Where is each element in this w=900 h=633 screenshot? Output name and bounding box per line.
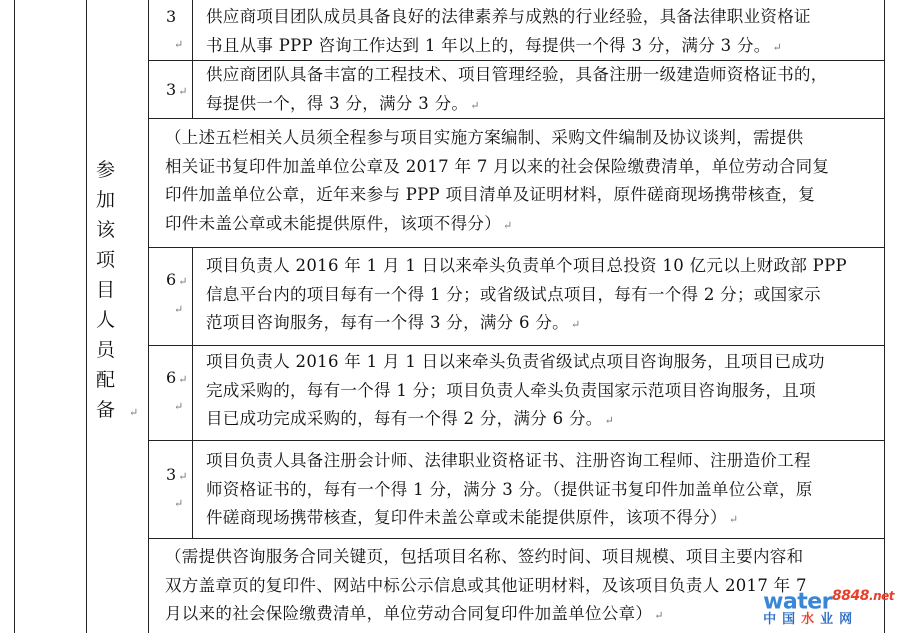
paragraph-mark: ↵ xyxy=(174,38,184,51)
paragraph-mark: ↵ xyxy=(174,400,184,413)
site-watermark-logo: water$^{8848.net}$ 中国水业网 xyxy=(763,587,894,627)
score-divider xyxy=(192,0,193,118)
paragraph-mark: ↵ xyxy=(174,497,184,510)
score-divider xyxy=(192,247,193,538)
paragraph-mark: ↵ xyxy=(174,303,184,316)
criterion-text: 项目负责人 2016 年 1 月 1 日以来牵头负责省级试点项目咨询服务，且项目已成功 完成采购的，每有一个得 1 分；项目负责人牵头负责国家示范项目咨询服务，且项 目已成功完成采购的，每有一个得 2 分，满分 6 分。 ↵ xyxy=(206,352,825,428)
criterion-text: 项目负责人具备注册会计师、法律职业资格证书、注册咨询工程师、注册造价工程 师资格证书的，每有一个得 1 分，满分 3 分。（提供证书复印件加盖单位公章，原 件磋商现场携带核查，复印件未盖公章或未能提供原件，该项不得分） ↵ xyxy=(206,451,813,527)
criterion-text: 供应商团队具备丰富的工程技术、项目管理经验，具备注册一级建造师资格证书的， 每提供一个，得 3 分，满分 3 分。 ↵ xyxy=(206,65,828,113)
table-border-left xyxy=(14,0,15,633)
score-value: 3 ↵ xyxy=(166,465,188,484)
score-value: 3 xyxy=(166,7,177,26)
row-divider xyxy=(148,440,885,441)
watermark-cn-text: 中国水业网 xyxy=(763,612,859,627)
criterion-text: 供应商项目团队成员具备良好的法律素养与成熟的行业经验，具备法律职业资格证 书且从事 PPP 咨询工作达到 1 年以上的，每提供一个得 3 分，满分 3 分。 ↵ xyxy=(206,7,811,55)
score-value: 6 ↵ xyxy=(166,368,188,387)
score-value: 6 ↵ xyxy=(166,270,188,289)
column-divider xyxy=(86,0,87,633)
row-divider xyxy=(148,538,885,539)
criterion-text: 项目负责人 2016 年 1 月 1 日以来牵头负责单个项目总投资 10 亿元以上财政部 PPP 信息平台内的项目每有一个得 1 分；或省级试点项目，每有一个得 2 分；或国家示 范项目咨询服务，每有一个得 3 分，满分 6 分。 ↵ xyxy=(206,256,847,332)
score-value: 3 ↵ xyxy=(166,80,188,99)
requirement-note: （需提供咨询服务合同关键页，包括项目名称、签约时间、项目规模、项目主要内容和 双方盖章页的复印件、网站中标公示信息或其他证明材料，及该项目负责人 2017 年 7 月以来的社会保险缴费清单，单位劳动合同复印件加盖单位公章） ↵ xyxy=(165,547,807,623)
requirement-note: （上述五栏相关人员须全程参与项目实施方案编制、采购文件编制及协议谈判，需提供 相关证书复印件加盖单位公章及 2017 年 7 月以来的社会保险缴费清单，单位劳动合同复 印件加盖单位公章，近年来参与 PPP 项目清单及证明材料，原件磋商现场携带核查，复 印件未盖公章或未能提供原件，该项不得分） ↵ xyxy=(165,128,830,233)
section-label: 参加该项目人员配备 ↵ xyxy=(96,159,151,421)
row-divider xyxy=(148,345,885,346)
row-divider xyxy=(148,247,885,248)
